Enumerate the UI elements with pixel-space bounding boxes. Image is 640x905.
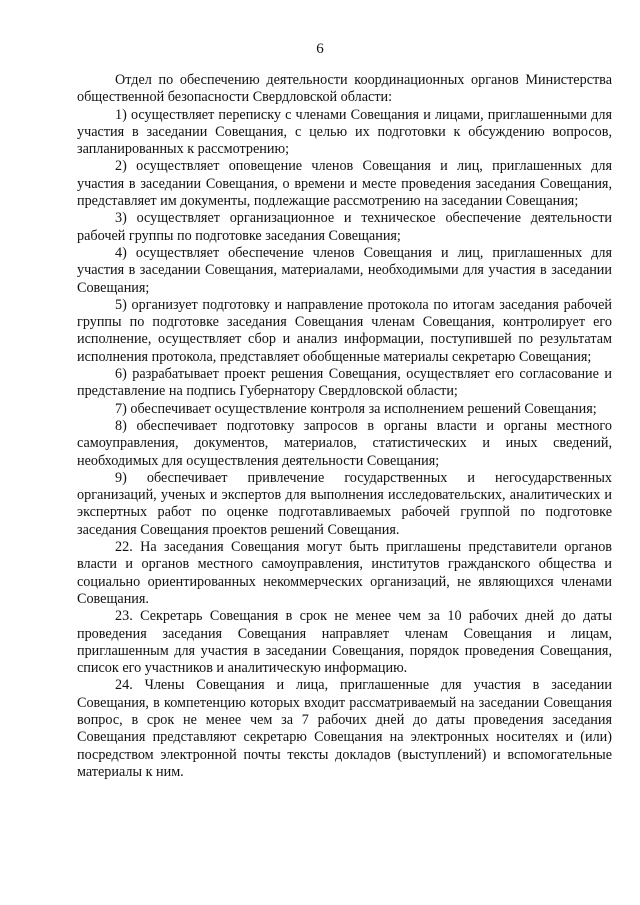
list-item-3: 3) осуществляет организационное и техническое обеспечение деятельности рабочей группы по подготовке заседания Совещания; [77,210,612,244]
clause-23: 23. Секретарь Совещания в срок не менее чем за 10 рабочих дней до даты проведения заседания Совещания направляет членам Совещания и лицам, приглашенным для участия в заседании Совещания, порядок проведения Совещания, список его участников и аналитическую информацию. [77,608,612,677]
paragraph-intro: Отдел по обеспечению деятельности координационных органов Министерства общественной безопасности Свердловской области: [77,72,612,106]
list-item-9: 9) обеспечивает привлечение государственных и негосударственных организаций, ученых и экспертов для выполнения исследовательских, аналитических и экспертных работ по оценке подготавливаемых рабочей группой по подготовке заседания Совещания проектов решений Совещания. [77,469,612,538]
list-item-4: 4) осуществляет обеспечение членов Совещания и лиц, приглашенных для участия в заседании Совещания, материалами, необходимыми для участия в заседании Совещания; [77,244,612,296]
list-item-7: 7) обеспечивает осуществление контроля за исполнением решений Совещания; [115,400,597,417]
page-number: 6 [316,41,324,57]
clause-24: 24. Члены Совещания и лица, приглашенные для участия в заседании Совещания, в компетенцию которых входит рассматриваемый на заседании Совещания вопрос, в срок не менее чем за 7 рабочих дней до даты проведения заседания Совещания представляют секретарю Совещания на электронных носителях и (или) посредством электронной почты тексты докладов (выступлений) и вспомогательные материалы к ним. [77,677,612,780]
list-item-1: 1) осуществляет переписку с членами Совещания и лицами, приглашенными для участия в заседании Совещания, с целью их подготовки к обсуждению вопросов, запланированных к рассмотрению; [77,106,612,158]
list-item-8: 8) обеспечивает подготовку запросов в органы власти и органы местного самоуправления, документов, материалов, статистических и иных сведений, необходимых для осуществления деятельности Совещания; [77,417,612,469]
list-item-6: 6) разрабатывает проект решения Совещания, осуществляет его согласование и представление на подпись Губернатору Свердловской области; [77,366,612,400]
document-body [77,72,612,781]
clause-22: 22. На заседания Совещания могут быть приглашены представители органов власти и органов местного самоуправления, институтов гражданского общества и социально ориентированных некоммерческих организаций, не являющихся членами Совещания. [77,539,612,607]
list-item-5: 5) организует подготовку и направление протокола по итогам заседания рабочей группы по подготовке заседания Совещания членам Совещания, контролирует его исполнение, осуществляет сбор и анализ информации, поступившей по результатам исполнения протокола, представляет обобщенные материалы секретарю Совещания; [77,296,612,365]
list-item-2: 2) осуществляет оповещение членов Совещания и лиц, приглашенных для участия в заседании Совещания, о времени и месте проведения заседания Совещания, представляет им документы, подлежащие рассмотрению на заседании Совещания; [77,158,612,210]
